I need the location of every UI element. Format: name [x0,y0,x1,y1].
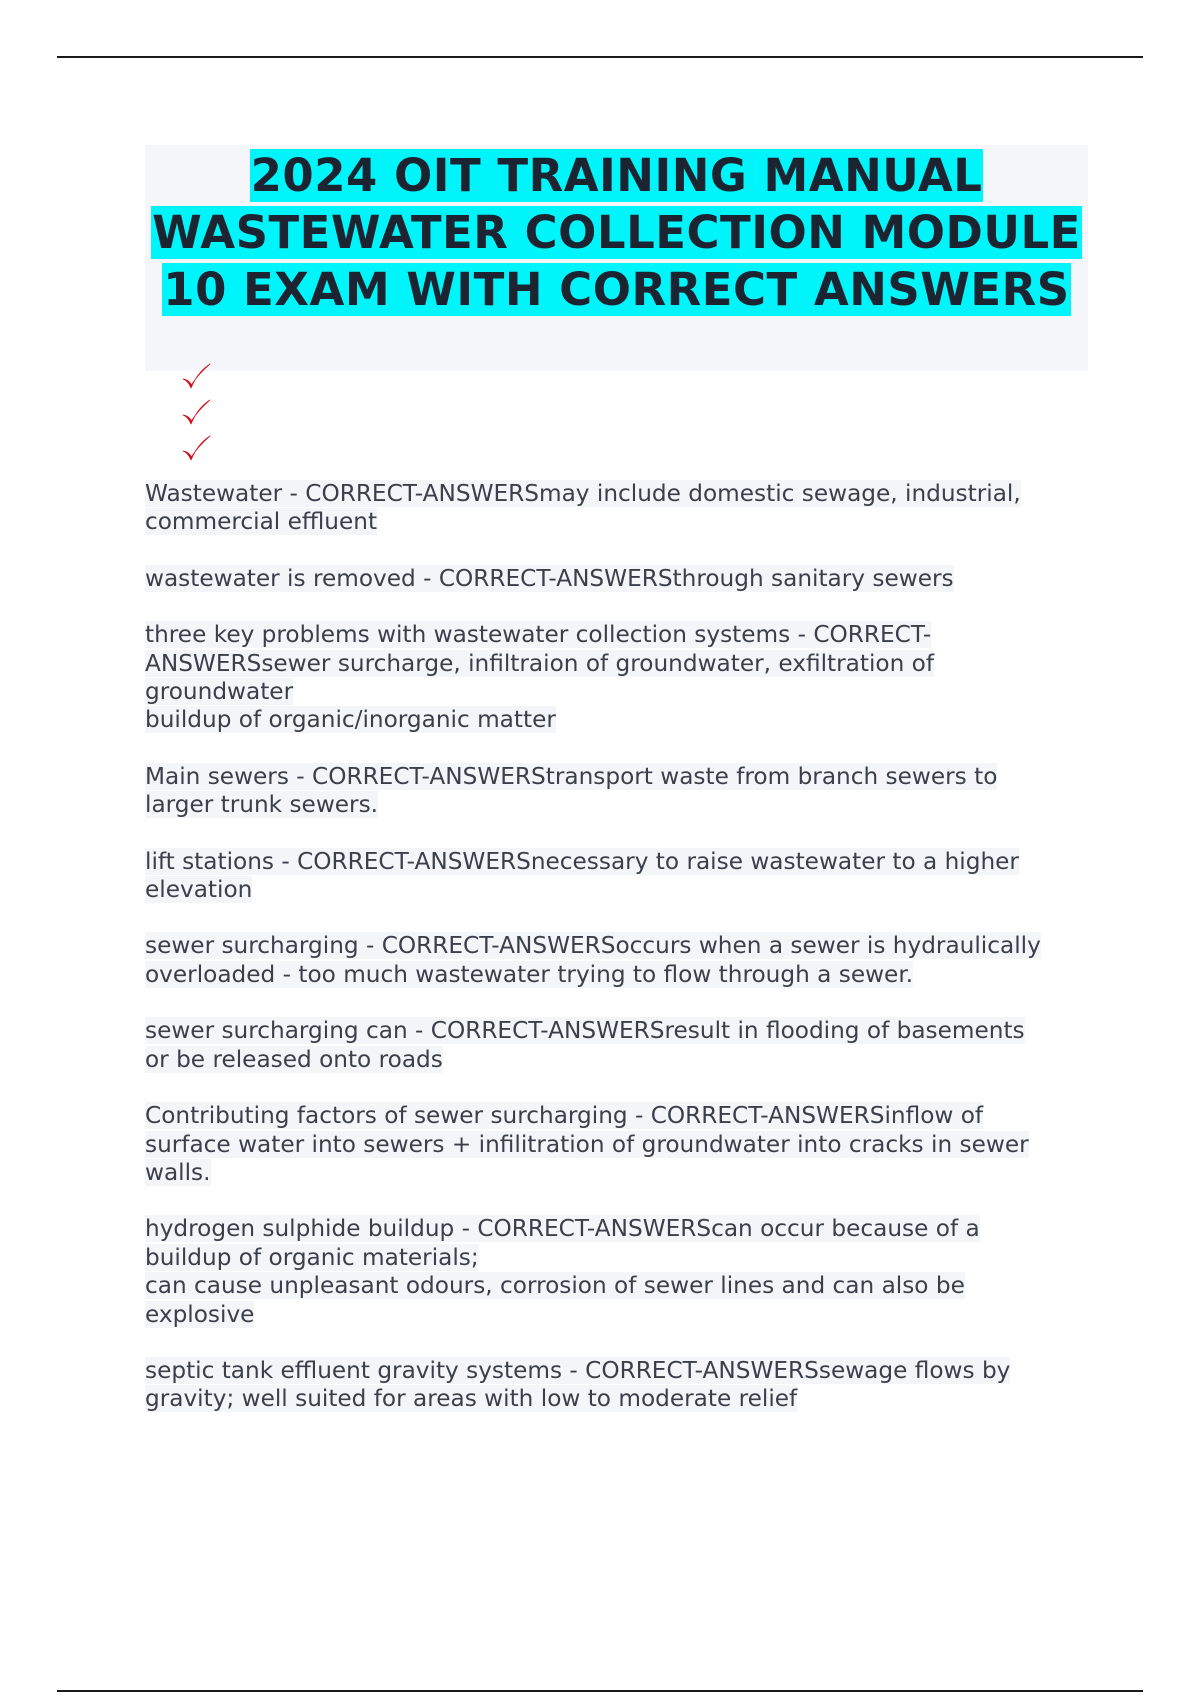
qa-entry-line: three key problems with wastewater collection systems - CORRECT- [145,621,932,649]
qa-entry-line: can cause unpleasant odours, corrosion of sewer lines and can also be [145,1272,965,1300]
document-title-text: 2024 OIT TRAINING MANUAL WASTEWATER COLLECTION MODULE 10 EXAM WITH CORRECT ANSWERS [152,149,1081,316]
bottom-rule [57,1690,1143,1692]
qa-entry-line: sewer surcharging - CORRECT-ANSWERSoccurs when a sewer is hydraulically [145,932,1041,960]
qa-entry-line: explosive [145,1300,255,1328]
qa-entry [145,480,1085,537]
qa-list [145,480,1085,1442]
qa-entry [145,1017,1085,1074]
qa-entry-line: wastewater is removed - CORRECT-ANSWERSthrough sanitary sewers [145,564,954,592]
qa-entry-line: ANSWERSsewer surcharge, infiltraion of groundwater, exfiltration of [145,649,934,677]
qa-entry-line: hydrogen sulphide buildup - CORRECT-ANSWERScan occur because of a [145,1215,980,1243]
qa-entry-line: surface water into sewers + infilitration of groundwater into cracks in sewer [145,1130,1029,1158]
qa-entry-line: gravity; well suited for areas with low to moderate relief [145,1385,798,1413]
qa-entry-line: or be released onto roads [145,1045,443,1073]
qa-entry-line: elevation [145,876,253,904]
qa-entry [145,621,1085,735]
qa-entry [145,763,1085,820]
title-block [145,145,1088,371]
qa-entry [145,1357,1085,1414]
qa-entry-line: walls. [145,1158,211,1186]
qa-entry [145,932,1085,989]
qa-entry-line: lift stations - CORRECT-ANSWERSnecessary to raise wastewater to a higher [145,847,1019,875]
checkmark-list [180,362,220,470]
qa-entry-line: sewer surcharging can - CORRECT-ANSWERSresult in flooding of basements [145,1017,1025,1045]
qa-entry-line: Main sewers - CORRECT-ANSWERStransport waste from branch sewers to [145,762,998,790]
check-icon [180,362,212,392]
qa-entry-line: Wastewater - CORRECT-ANSWERSmay include domestic sewage, industrial, [145,480,1021,507]
qa-entry-line: septic tank effluent gravity systems - CORRECT-ANSWERSsewage flows by [145,1356,1011,1384]
qa-entry [145,565,1085,593]
qa-entry [145,848,1085,905]
qa-entry-line: buildup of organic materials; [145,1243,479,1271]
qa-entry-line: Contributing factors of sewer surcharging - CORRECT-ANSWERSinflow of [145,1102,984,1130]
qa-entry-line: groundwater [145,678,294,706]
qa-entry [145,1215,1085,1329]
qa-entry-line: commercial effluent [145,508,378,536]
qa-entry-line: buildup of organic/inorganic matter [145,706,556,734]
check-icon [180,434,212,464]
top-rule [57,56,1143,58]
qa-entry [145,1102,1085,1187]
qa-entry-line: larger trunk sewers. [145,791,379,819]
check-icon [180,398,212,428]
document-title [145,145,1088,318]
qa-entry-line: overloaded - too much wastewater trying to flow through a sewer. [145,960,914,988]
